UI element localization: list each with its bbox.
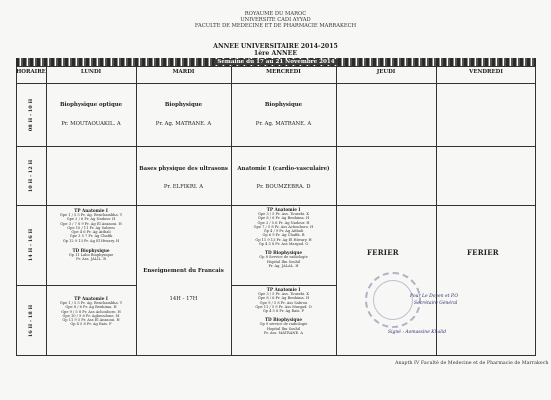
teacher-name: Pr. ELFIKRI. A [163,184,204,191]
official-stamp-inner [373,280,413,320]
col-jeudi: JEUDI [376,69,396,75]
footer-note: Anapth IV Faculté de Medecine et de Pharmacie de Marrakech [395,361,549,366]
col-mercredi: MERCREDI [266,69,301,75]
col-lundi: LUNDI [80,69,102,75]
grid-divider [16,285,136,286]
header-line3: FACULTE DE MEDECINE ET DE PHARMACIE MARRAKECH [194,23,357,29]
group-line: Gpe 1 / 5 5 Pr. Ag. Benchamkha. Y [59,213,123,217]
signature-line2: Secrétaire Général [414,301,458,306]
holiday-vendredi: FERIER [467,248,499,257]
slot-lundi-r1 [46,102,136,127]
row-label-4: 16 H - 18 H [28,304,34,338]
grid-divider [16,146,536,147]
td-line: Pr. Ass. MATRANE. A [263,331,304,336]
col-mardi: MARDI [172,69,195,75]
course-title: TP Anatomie I [266,287,301,292]
teacher-name: Pr. BOUMZEBRA. D [256,184,311,191]
group-line: Gpe 2 / 5 6 Pr. Ag Nadour. H [257,220,310,225]
course-time: 14H - 17H [169,296,198,303]
course-title: Biophysique [164,102,203,108]
header-line2: UNIVERSITE CADI AYYAD [240,17,311,23]
group-line: Gp 4 / 9 Pr. Ag Aitbali [263,229,304,234]
academic-year: ANNEE UNIVERSITAIRE 2014-2015 [213,43,338,50]
group-line: Gpe 9 / 5 8 Pr. Ass Achouboro. H [61,309,121,314]
group-line: Gpe 10 / 11 Pr. Ag Sabrou [67,225,115,230]
course-title: Enseignement du Francais [143,268,224,274]
col-vendredi: VENDREDI [469,69,503,75]
course-title: Biophysique optique [59,102,123,108]
teacher-name: Pr. MOUTAOUAKIL. A [61,121,121,128]
course-title: Biophysique [264,102,303,108]
slot-mercredi-r2 [231,166,336,190]
group-line: Gp 11 9 13 Pr. Ag El Hiwary. H [255,237,312,242]
group-line: Gpe 3 / 5 Pr. Ass. Tourabi. K [257,212,310,216]
td-title: TD Biophysique [264,250,303,256]
course-title: TP Anatomie I [74,296,108,301]
course-title: TP Anatomie I [74,208,108,213]
slot-mercredi-r4 [233,287,334,335]
holiday-jeudi: FERIER [367,248,399,257]
slot-mercredi-r1 [231,102,336,127]
group-line: Gpe 11 / 5 9 Pr. Ass Margad. O [255,304,312,309]
group-line: Gp 4 5 8 Pr. Ag Rais. F [70,322,112,327]
signature-line3: Signé : Aomassine Khalid [388,330,447,335]
group-line: Gpe 1 / 5 5 Pr. Ag. Benchamkha. Y [59,301,123,305]
group-line: Gpe 2 / 6 Pr. Ag Nadour. H [66,217,116,222]
group-line: Gpe 3 / 7 8 9 Pr. Ag El Anzaoui. H [60,221,122,226]
group-line: Gpe 8 / 6 Pr. Ag Benhima. H [257,296,310,301]
td-title: TD Biophysique [264,317,303,323]
td-line: Pr. Ag. JALAL. H [268,263,299,268]
td-line: Gp 9 service de radiologie [259,322,308,327]
group-line: Gp 11 9 5 Pr. Ass El Anzaoui. H [62,318,120,323]
td-line: Hopital Ibn Souhil [266,326,301,331]
td-title: TD Biophysique [72,248,110,254]
grid-divider [16,83,536,84]
group-line: Gpe 7 / 5 8 Pr. Ass Achouboro. H [253,224,314,229]
row-label-2: 10 H - 12 H [28,159,34,193]
group-line: Gp 6 9 Pr. Ag Chafik. B [262,233,305,238]
group-line: Gpe 10 / 9 8 Pr. Agheoulone. M [62,313,120,318]
slot-mardi-r2 [136,166,231,190]
teacher-name: Pr. Ag. MATRANE. A [255,121,312,128]
course-title: Bases physique des ultrasons [139,166,228,172]
group-line: Gpe 8 / 6 Pr. Ag Benhima. H [257,216,310,221]
grid-divider [16,205,536,206]
grid-divider [436,66,437,356]
group-line: Gp 4 5 8 Pr. Ass Margad. O [258,242,309,247]
study-level: 1ère ANNEE [253,50,298,57]
group-line: Gpe 9 / 5 8 Pr. Ass Sabrou [259,300,308,305]
col-horaire: HORAIRE [16,69,46,75]
group-line: Gp 4 5 8 Pr. Ag Rais. F [262,309,305,314]
slot-lundi-r3 [48,208,134,262]
slot-mardi-r34 [136,268,231,302]
signature-line1: Pour Le Doyen et P.O [410,294,459,299]
td-line: Gp 8 Service de radiologie [259,255,308,260]
slot-lundi-r4 [48,296,134,327]
course-title: TP Anatomie I [266,207,301,212]
group-line: Gpe 3 / 5 Pr. Ass. Tourabi. K [257,292,310,296]
row-label-3: 14 H - 16 H [28,228,34,262]
group-line: Gp 12 9 13 Pr. Ag El Hiwary. H [62,238,120,243]
header-line1: ROYAUME DU MAROC [244,11,307,17]
td-line: Pr. Ass. JALIL. B [76,257,106,262]
week-banner [16,58,536,66]
slot-mardi-r1 [136,102,231,127]
td-line: Hopital Ibn Souhil [266,259,301,264]
row-label-1: 08 H - 10 H [28,98,34,132]
week-label: Semaine du 17 au 21 Novembre 2014 [214,59,337,65]
grid-divider [231,285,336,286]
group-line: Gpe 3 5 7 Pr. Ag Chafik [69,234,113,239]
td-line: Gp 11 Labo Biophysique [68,253,114,258]
group-line: Gpe 4 6 Pr. Ag Aitbali [71,230,111,235]
group-line: Gpe 8 / 6 Pr. Ag Benhima. H [65,305,117,310]
slot-mercredi-r3 [233,207,334,268]
grid-divider [336,66,337,356]
course-title: Anatomie I (cardio-vasculaire) [237,166,330,172]
teacher-name: Pr. Ag. MATRANE. A [155,121,212,128]
